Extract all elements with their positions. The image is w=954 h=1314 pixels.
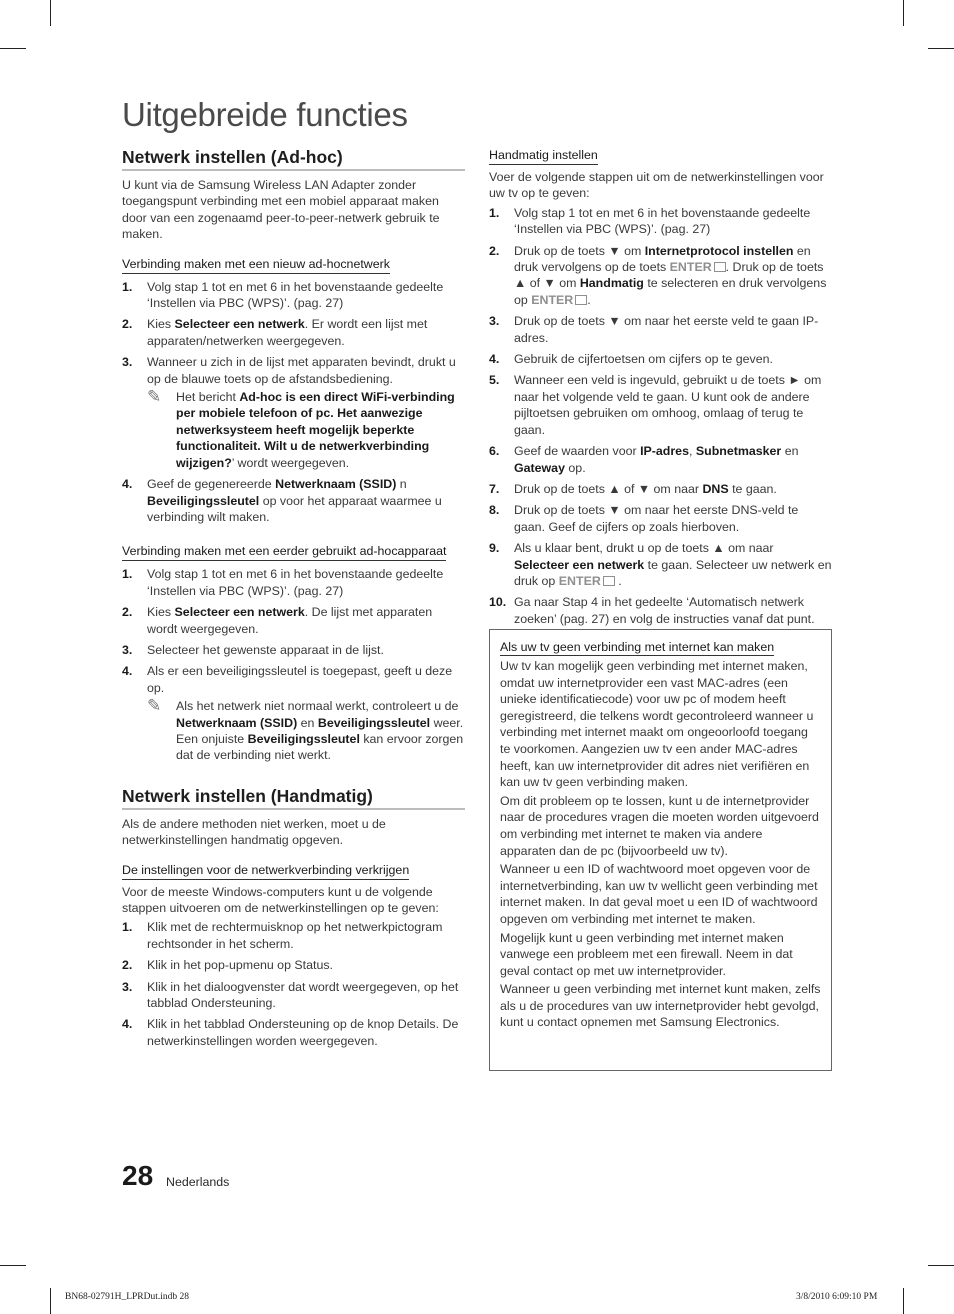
step-text: Druk op de toets ▼ om Internetprotocol instellen en druk vervolgens op de toets ENTER . Druk op de toets ▲ of ▼ om Handmatig te selecteren en druk vervolgens op ENTER .: [514, 243, 827, 307]
step-number: 2.: [122, 958, 133, 973]
steps-manual-setup: [489, 205, 832, 627]
info-box-paragraph: Uw tv kan mogelijk geen verbinding met internet maken, omdat uw internetprovider een vast MAC-adres (een unieke identificatiecode) voor uw pc of modem heeft geregistreerd, die telkens wordt gecontroleerd wanneer u verbinding met internet maakt om ongeoorloofd toegang te voorkomen. Aangezien uw tv een ander MAC-adres heeft, kan uw internetprovider dit adres niet verifiëren en kan uw tv geen verbinding maken.: [500, 659, 814, 790]
step-number: 3.: [489, 314, 500, 329]
step-number: 10.: [489, 595, 507, 610]
enter-key-label: ENTER: [670, 260, 726, 274]
info-box-paragraph: Om dit probleem op te lossen, kunt u de internetprovider naar de procedures vragen die moeten worden uitgevoerd om verbinding met internet te maken via andere apparaten dan de pc (bijvoorbeeld uw tv).: [500, 793, 819, 858]
list-item: [122, 1016, 465, 1049]
step-text: Gebruik de cijfertoetsen om cijfers op te geven.: [514, 352, 773, 367]
footer-file: BN68-02791H_LPRDut.indb 28: [65, 1292, 190, 1302]
bold-term: Ad-hoc is een direct WiFi-verbinding per mobiele telefoon of pc. Het aanwezige netwerksysteem heeft mogelijk beperkte functionaliteit. Wilt u de netwerkverbinding wijzigen?: [176, 390, 455, 470]
bold-term: IP-adres: [640, 444, 689, 459]
page-title: Uitgebreide functies: [122, 96, 408, 133]
enter-icon: [575, 295, 587, 305]
bold-term: Beveiligingssleutel: [147, 493, 260, 508]
step-text: Klik in het pop-upmenu op Status.: [147, 958, 333, 973]
info-box-paragraph: Wanneer u geen verbinding met internet kunt maken, zelfs als u de procedures van uw internetprovider hebt gevolgd, kunt u contact opnemen met Samsung Electronics.: [500, 982, 821, 1030]
manual-setup-intro: Voer de volgende stappen uit om de netwerkinstellingen voor uw tv op te geven:: [489, 170, 824, 201]
list-item: [122, 316, 465, 349]
list-item: [489, 372, 832, 438]
list-item: [122, 957, 465, 973]
bold-term: Selecteer een netwerk: [514, 557, 645, 572]
list-item: [489, 443, 832, 476]
steps-get-settings: [122, 919, 465, 1049]
step-text: Volg stap 1 tot en met 6 in het bovenstaande gedeelte ‘Instellen via PBC (WPS)’. (pag. 27): [147, 279, 444, 311]
bold-term: Selecteer een netwerk: [174, 317, 305, 332]
right-column: [489, 146, 832, 632]
step-number: 1.: [122, 567, 133, 582]
step-number: 8.: [489, 503, 500, 518]
list-item: [489, 351, 832, 367]
list-item: [489, 205, 832, 238]
bold-term: Selecteer een netwerk: [174, 605, 305, 620]
step-number: 4.: [122, 477, 133, 492]
enter-icon: [714, 262, 726, 272]
adhoc-intro: U kunt via de Samsung Wireless LAN Adapter zonder toegangspunt verbinding met een mobiel apparaat maken door van een zogenaamd peer-to-peer-netwerk gebruik te maken.: [122, 178, 440, 242]
step-text: Kies Selecteer een netwerk. Er wordt een lijst met apparaten/netwerken weergegeven.: [147, 317, 428, 348]
note-text: Als het netwerk niet normaal werkt, controleert u de Netwerknaam (SSID) en Beveiligingssleutel weer. Een onjuiste Beveiligingssleutel kan ervoor zorgen dat de verbinding niet werkt.: [176, 699, 464, 763]
section-heading-manual: Netwerk instellen (Handmatig): [122, 785, 465, 810]
list-item: [489, 540, 832, 589]
list-item: [122, 979, 465, 1012]
step-text: Als u klaar bent, drukt u op de toets ▲ om naar Selecteer een netwerk te gaan. Selecteer uw netwerk en druk op ENTER .: [514, 541, 832, 588]
step-text: Klik met de rechtermuisknop op het netwerkpictogram rechtsonder in het scherm.: [147, 920, 443, 951]
step-text: Wanneer een veld is ingevuld, gebruikt u de toets ► om naar het volgende veld te gaan. U kunt ook de andere pijltoetsen gebruiken om omhoog, omlaag of terug te gaan.: [514, 373, 822, 437]
bold-term: Gateway: [514, 460, 565, 475]
step-text: Kies Selecteer een netwerk. De lijst met apparaten wordt weergegeven.: [147, 605, 433, 636]
bold-term: Handmatig: [579, 276, 644, 291]
enter-icon: [603, 576, 615, 586]
step-number: 1.: [122, 279, 133, 294]
bold-term: DNS: [702, 481, 729, 496]
left-column: [122, 146, 465, 1054]
info-box: [489, 629, 832, 1071]
page-language: Nederlands: [166, 1175, 230, 1189]
list-item: [122, 604, 465, 637]
list-item: [122, 642, 465, 658]
enter-key-label: ENTER: [559, 574, 615, 588]
enter-key-label: ENTER: [531, 293, 587, 307]
step-text: Volg stap 1 tot en met 6 in het bovenstaande gedeelte ‘Instellen via PBC (WPS)’. (pag. 27): [147, 567, 444, 598]
step-number: 9.: [489, 541, 500, 556]
step-text: Geef de gegenereerde Netwerknaam (SSID) n Beveiligingssleutel op voor het apparaat waarmee u verbinding wilt maken.: [147, 477, 442, 524]
step-number: 5.: [489, 373, 500, 388]
list-item: [122, 919, 465, 952]
bold-term: Internetprotocol instellen: [644, 243, 794, 258]
list-item: [122, 354, 465, 471]
step-number: 3.: [122, 642, 133, 657]
subheading-new-adhoc: Verbinding maken met een nieuw ad-hocnetwerk: [122, 256, 390, 274]
crop-mark: [903, 1288, 904, 1314]
bold-term: Beveiligingssleutel: [317, 715, 431, 730]
bold-term: Netwerknaam (SSID): [176, 715, 298, 730]
step-number: 4.: [122, 664, 133, 679]
crop-mark: [928, 48, 954, 49]
section-heading-adhoc: Netwerk instellen (Ad-hoc): [122, 146, 465, 171]
step-number: 3.: [122, 979, 133, 994]
step-number: 6.: [489, 444, 500, 459]
list-item: [122, 663, 465, 763]
step-number: 7.: [489, 481, 500, 496]
bold-term: Netwerknaam (SSID): [275, 477, 397, 492]
list-item: [489, 243, 832, 309]
get-settings-intro: Voor de meeste Windows-computers kunt u de volgende stappen uitvoeren om de netwerkinstellingen op te geven:: [122, 884, 439, 915]
step-number: 3.: [122, 355, 133, 370]
list-item: [489, 594, 832, 627]
bold-term: Beveiligingssleutel: [247, 731, 360, 746]
crop-mark: [0, 1265, 26, 1266]
step-text: Klik in het dialoogvenster dat wordt weergegeven, op het tabblad Ondersteuning.: [147, 979, 459, 1011]
step-text: Ga naar Stap 4 in het gedeelte ‘Automatisch netwerk zoeken’ (pag. 27) en volg de instructies vanaf dat punt.: [514, 595, 815, 626]
note-text: Het bericht Ad-hoc is een direct WiFi-verbinding per mobiele telefoon of pc. Het aanwezige netwerksysteem heeft mogelijk beperkte functionaliteit. Wilt u de netwerkverbinding wijzigen?’ wordt weergegeven.: [176, 390, 455, 470]
list-item: [122, 279, 465, 312]
info-box-paragraph: Mogelijk kunt u geen verbinding met internet maken vanwege een probleem met een firewall. Neem in dat geval contact op met uw internetprovider.: [500, 930, 793, 978]
subheading-get-settings: De instellingen voor de netwerkverbinding verkrijgen: [122, 862, 409, 880]
note-pencil-icon: ✎: [147, 387, 162, 407]
crop-mark: [50, 0, 51, 26]
footer-datetime: 3/8/2010 6:09:10 PM: [796, 1292, 878, 1302]
step-text: Geef de waarden voor IP-adres, Subnetmasker en Gateway op.: [514, 444, 799, 475]
step-text: Druk op de toets ▼ om naar het eerste DNS-veld te gaan. Geef de cijfers op zoals hierboven.: [514, 503, 799, 534]
list-item: [489, 502, 832, 535]
list-item: [122, 476, 465, 525]
step-number: 2.: [489, 243, 500, 258]
manual-intro: Als de andere methoden niet werken, moet u de netwerkinstellingen handmatig opgeven.: [122, 816, 386, 848]
step-text: Als er een beveiligingssleutel is toegepast, geeft u deze op. ✎ Als het netwerk niet normaal werkt, controleert u de Netwerknaam (SSID) en Beveiligingssleutel weer. Een onjuiste Beveiligingssleutel kan ervoor zorgen dat de verbinding niet werkt.: [147, 664, 464, 763]
list-item: [489, 313, 832, 346]
step-text: Wanneer u zich in de lijst met apparaten bevindt, drukt u op de blauwe toets op de afstandsbediening. ✎ Het bericht Ad-hoc is een direct WiFi-verbinding per mobiele telefoon of pc. Het aanwezige netwerksysteem heeft mogelijk beperkte functionaliteit. Wilt u de netwerkverbinding wijzigen?’ wordt weergegeven.: [147, 354, 465, 471]
crop-mark: [903, 0, 904, 26]
subheading-manual-setup: Handmatig instellen: [489, 147, 598, 165]
step-text: Druk op de toets ▼ om naar het eerste veld te gaan IP-adres.: [514, 314, 819, 345]
info-box-heading: Als uw tv geen verbinding met internet kan maken: [500, 640, 775, 654]
step-text: Selecteer het gewenste apparaat in de lijst.: [147, 642, 384, 657]
step-number: 1.: [489, 205, 500, 220]
step-number: 4.: [489, 352, 500, 367]
page-number: 28: [122, 1160, 154, 1191]
bold-term: Subnetmasker: [695, 444, 782, 459]
crop-mark: [50, 1288, 51, 1314]
crop-mark: [928, 1265, 954, 1266]
step-number: 1.: [122, 920, 133, 935]
steps-previous-adhoc: [122, 566, 465, 763]
step-number: 2.: [122, 605, 133, 620]
note: [147, 389, 465, 471]
list-item: [122, 566, 465, 599]
step-number: 2.: [122, 317, 133, 332]
note: [147, 698, 465, 764]
step-text: Druk op de toets ▲ of ▼ om naar DNS te gaan.: [514, 481, 777, 496]
steps-new-adhoc: [122, 279, 465, 526]
list-item: [489, 481, 832, 497]
note-pencil-icon: ✎: [147, 696, 162, 716]
info-box-body: [500, 658, 821, 1031]
step-text: Klik in het tabblad Ondersteuning op de knop Details. De netwerkinstellingen worden weergegeven.: [147, 1017, 459, 1048]
info-box-paragraph: Wanneer u een ID of wachtwoord moet opgeven voor de internetverbinding, kan uw tv wellicht geen verbinding met internet maken. In dat geval moet u een ID of wachtwoord opgeven om verbinding met internet te maken.: [500, 862, 818, 926]
step-text: Volg stap 1 tot en met 6 in het bovenstaande gedeelte ‘Instellen via PBC (WPS)’. (pag. 27): [514, 205, 811, 237]
crop-mark: [0, 48, 26, 49]
step-number: 4.: [122, 1017, 133, 1032]
subheading-previous-adhoc: Verbinding maken met een eerder gebruikt ad-hocapparaat: [122, 543, 446, 561]
